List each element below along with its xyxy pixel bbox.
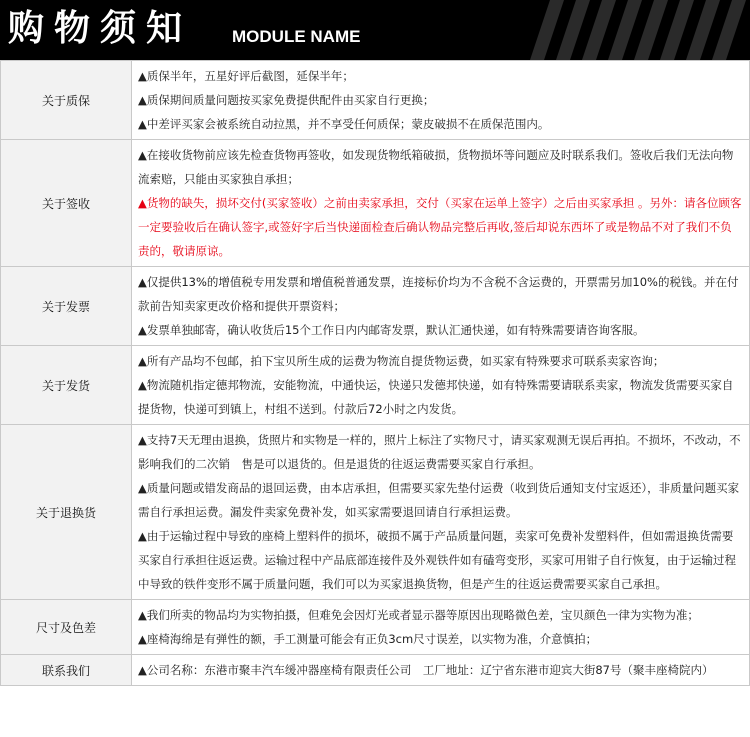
notice-row [1,140,750,267]
section-label: 联系我们 [1,655,132,686]
section-label: 关于发货 [1,346,132,425]
notice-paragraph: ▲公司名称：东港市聚丰汽车缓冲器座椅有限责任公司 工厂地址：辽宁省东港市迎宾大街87号（聚丰座椅院内） [138,663,714,677]
section-label: 关于签收 [1,140,132,267]
section-label: 关于退换货 [1,425,132,600]
section-label: 尺寸及色差 [1,600,132,655]
notice-paragraph: ▲所有产品均不包邮，拍下宝贝所生成的运费为物流自提货物运费，如买家有特殊要求可联系卖家咨询； [138,354,665,368]
notice-paragraph: ▲仅提供13%的增值税专用发票和增值税普通发票，连接标价均为不含税不含运费的，开票需另加10%的税钱。并在付款前告知卖家更改价格和提供开票资料； [138,275,739,313]
decorative-stripes [530,0,750,60]
notice-paragraph: ▲质量问题或错发商品的退回运费，由本店承担，但需要买家先垫付运费（收到货后通知支付宝返还），非质量问题买家需自行承担运费。漏发件卖家免费补发，如买家需要退回请自行承担运费。 [138,481,740,519]
section-content [132,140,750,267]
notice-paragraph: ▲质保期间质量问题按买家免费提供配件由买家自行更换； [138,93,435,107]
notice-row [1,267,750,346]
section-content [132,61,750,140]
notice-row [1,600,750,655]
notice-paragraph: ▲物流随机指定德邦物流，安能物流，中通快运，快递只发德邦快递，如有特殊需要请联系卖家，物流发货需要买家自提货物，快递可到镇上，村组不送到。付款后72小时之内发货。 [138,378,734,416]
section-content [132,346,750,425]
section-content [132,267,750,346]
page-title: 购物须知 [8,8,193,49]
page-subtitle: MODULE NAME [232,27,361,46]
notice-paragraph: ▲在接收货物前应该先检查货物再签收，如发现货物纸箱破损，货物损坏等问题应及时联系我们。签收后我们无法向物流索赔，只能由买家独自承担； [138,148,734,186]
notice-row [1,346,750,425]
notice-row [1,655,750,686]
notice-paragraph: ▲座椅海绵是有弹性的额，手工测量可能会有正负3cm尺寸误差，以实物为准，介意慎拍； [138,632,598,646]
section-label: 关于质保 [1,61,132,140]
notice-paragraph: ▲中差评买家会被系统自动拉黑，并不享受任何质保；蒙皮破损不在质保范围内。 [138,117,550,131]
notice-paragraph: ▲我们所卖的物品均为实物拍摄，但难免会因灯光或者显示器等原因出现略微色差，宝贝颜色一律为实物为准； [138,608,699,622]
notice-table [0,60,750,686]
section-label: 关于发票 [1,267,132,346]
warning-paragraph: ▲货物的缺失，损坏交付(买家签收）之前由卖家承担，交付（买家在运单上签字）之后由买家承担 。另外：请各位顾客一定要验收后在确认签字,或签好字后当快递面检查后确认物品完整后再收,签后却说东西坏了或是物品不对了我们不负责的，敬请原谅。 [138,196,742,258]
section-content [132,425,750,600]
section-content [132,655,750,686]
notice-row [1,61,750,140]
notice-paragraph: ▲支持7天无理由退换，货照片和实物是一样的，照片上标注了实物尺寸，请买家观测无误后再拍。不损坏，不改动，不影响我们的二次销 售是可以退货的。但是退货的往返运费需要买家自行承担。 [138,433,741,471]
section-content [132,600,750,655]
notice-paragraph: ▲发票单独邮寄，确认收货后15个工作日内内邮寄发票，默认汇通快递，如有特殊需要请咨询客服。 [138,323,645,337]
notice-paragraph: ▲质保半年，五星好评后截图，延保半年； [138,69,354,83]
header-banner [0,0,750,60]
notice-paragraph: ▲由于运输过程中导致的座椅上塑料件的损坏，破损不属于产品质量问题，卖家可免费补发塑料件，但如需退换货需要买家自行承担往返运费。运输过程中产品底部连接件及外观铁件如有磕弯变形，买家可用钳子自行恢复，由于运输过程中导致的铁件变形不属于质量问题，我们可以为买家退换货物，但是产生的往返运费需要买家自己承担。 [138,529,736,591]
notice-row [1,425,750,600]
